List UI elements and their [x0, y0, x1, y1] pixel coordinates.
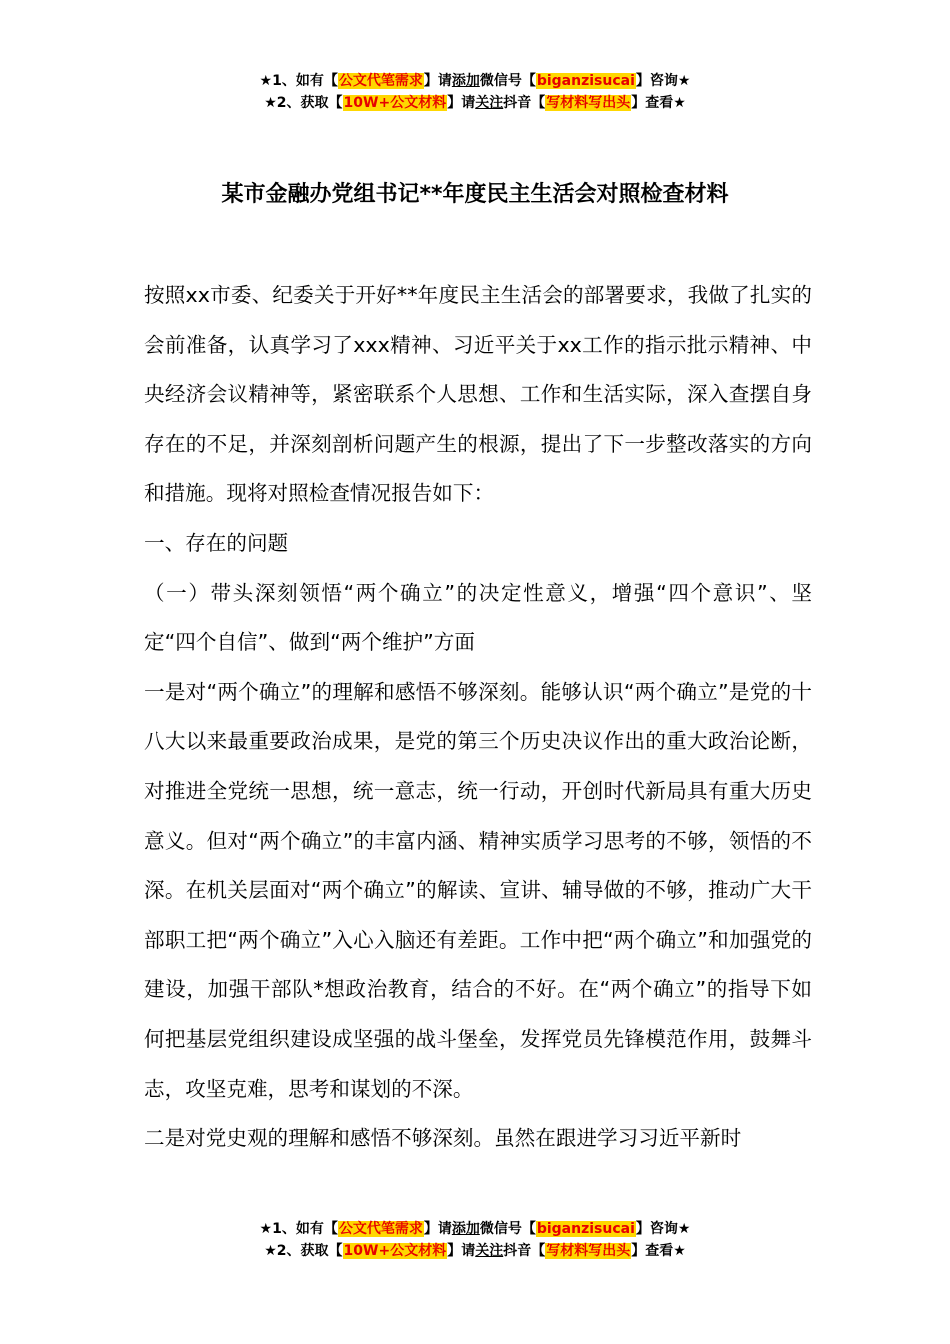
document-title: 某市金融办党组书记**年度民主生活会对照检查材料 [221, 182, 729, 207]
underlined-text: 关注 [475, 95, 504, 111]
highlight-wechat-id: biganzisucai [536, 1221, 635, 1237]
notice-text: 微信号【 [479, 1221, 536, 1237]
highlight-wechat-id: biganzisucai [536, 73, 635, 89]
notice-text: 】咨询★ [635, 73, 691, 89]
notice-text: 1、如有【 [272, 73, 338, 89]
highlight-materials: 10W+公文材料 [343, 95, 447, 111]
star-icon: ★ [259, 1221, 273, 1237]
notice-text: 】请 [423, 73, 452, 89]
body-paragraph: 一是对“两个确立”的理解和感悟不够深刻。能够认识“两个确立”是党的十八大以来最重要政治成果，是党的第三个历史决议作出的重大政治论断，对推进全党统一思想，统一意志，统一行动，开创时代新局具有重大历史意义。但对“两个确立”的丰富内涵、精神实质学习思考的不够，领悟的不深。在机关层面对“两个确立”的解读、宣讲、辅导做的不够，推动广大干部职工把“两个确立”入心入脑还有差距。工作中把“两个确立”和加强党的建设，加强干部队*想政治教育，结合的不好。在“两个确立”的指导下如何把基层党组织建设成坚强的战斗堡垒，发挥党员先锋模范作用，鼓舞斗志，攻坚克难，思考和谋划的不深。 [144, 679, 812, 1101]
highlight-service: 公文代笔需求 [338, 1221, 423, 1237]
body-paragraph: 二是对党史观的理解和感悟不够深刻。虽然在跟进学习习近平新时 [144, 1126, 742, 1151]
highlight-service: 公文代笔需求 [338, 73, 423, 89]
notice-text: 微信号【 [479, 73, 536, 89]
notice-text: 抖音【 [503, 95, 546, 111]
star-icon: ★ [264, 1243, 277, 1259]
notice-text: 】请 [423, 1221, 452, 1237]
notice-text: 】咨询★ [635, 1221, 691, 1237]
notice-line-2 [0, 1240, 950, 1262]
notice-text: 2、获取【 [276, 95, 343, 111]
notice-text: 】查看★ [631, 1243, 686, 1259]
underlined-text: 关注 [475, 1243, 504, 1259]
underlined-text: 添加 [451, 1221, 480, 1237]
intro-paragraph: 按照xx市委、纪委关于开好**年度民主生活会的部署要求，我做了扎实的会前准备，认真学习了xxx精神、习近平关于xx工作的指示批示精神、中央经济会议精神等，紧密联系个人思想、工作和生活实际，深入查摆自身存在的不足，并深刻剖析问题产生的根源，提出了下一步整改落实的方向和措施。现将对照检查情况报告如下： [144, 283, 812, 506]
notice-line-2 [0, 92, 950, 114]
highlight-douyin-id: 写材料写出头 [546, 1243, 631, 1259]
notice-text: 1、如有【 [272, 1221, 338, 1237]
section-heading: 一、存在的问题 [144, 530, 289, 555]
header-notice [0, 70, 950, 114]
star-icon: ★ [264, 95, 277, 111]
notice-text: 】请 [447, 95, 476, 111]
notice-text: 】请 [447, 1243, 476, 1259]
highlight-douyin-id: 写材料写出头 [546, 95, 631, 111]
notice-text: 抖音【 [503, 1243, 546, 1259]
star-icon: ★ [259, 73, 273, 89]
footer-notice [0, 1218, 950, 1262]
underlined-text: 添加 [451, 73, 480, 89]
subsection-heading: （一）带头深刻领悟“两个确立”的决定性意义，增强“四个意识”、坚定“四个自信”、做到“两个维护”方面 [144, 580, 812, 655]
notice-line-1 [0, 1218, 950, 1240]
notice-line-1 [0, 70, 950, 92]
highlight-materials: 10W+公文材料 [343, 1243, 447, 1259]
notice-text: 2、获取【 [276, 1243, 343, 1259]
notice-text: 】查看★ [631, 95, 686, 111]
document-body [144, 271, 812, 1164]
